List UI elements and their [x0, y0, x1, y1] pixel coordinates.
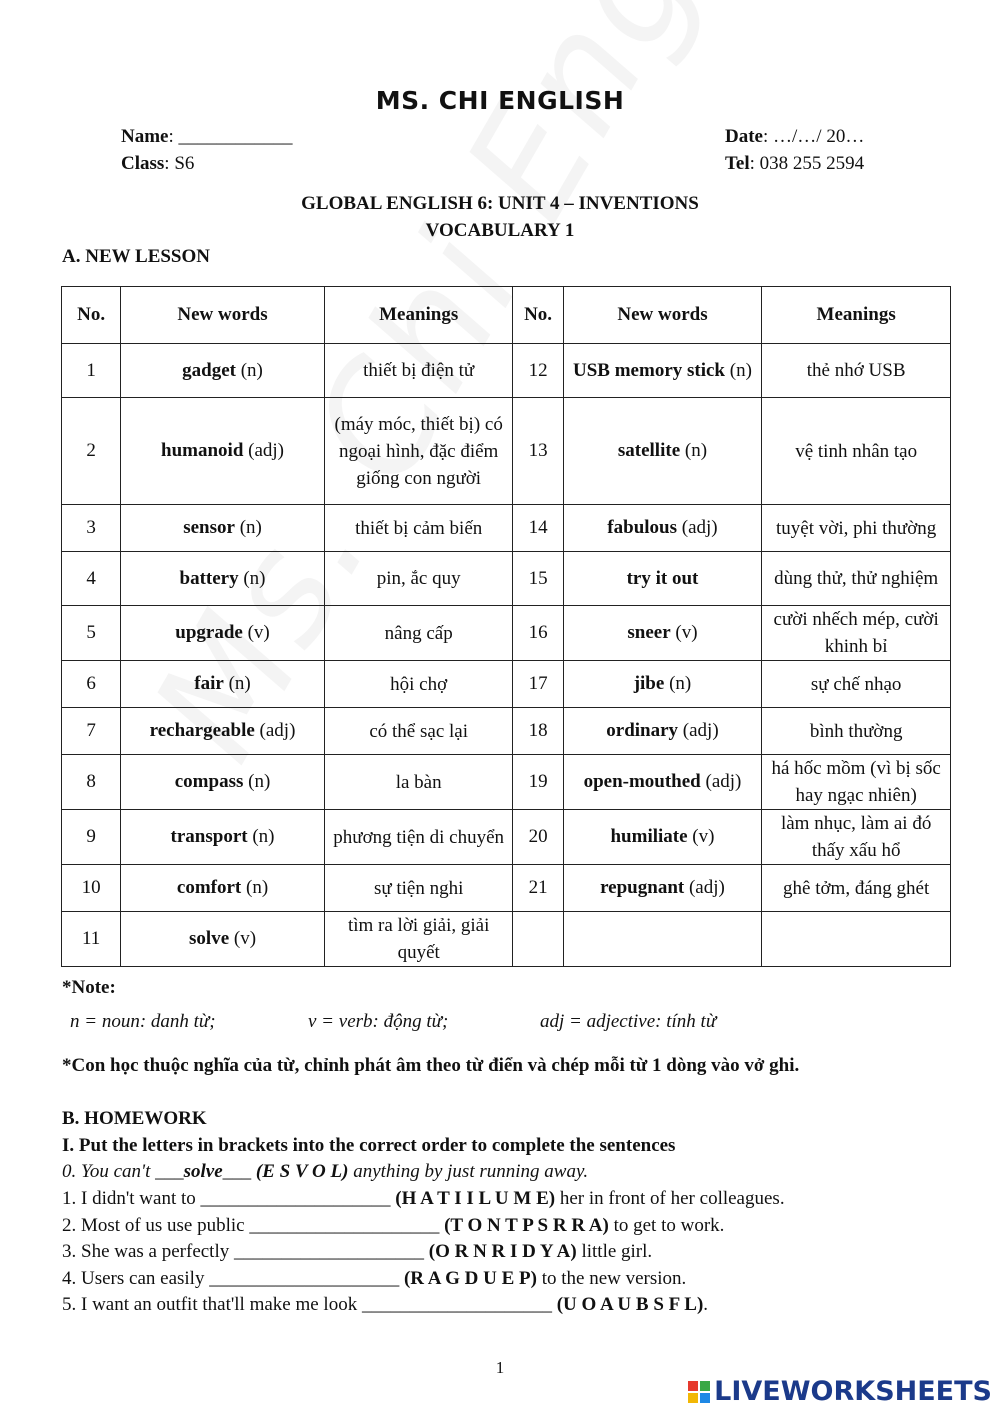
new-word: try it out — [563, 552, 762, 606]
note-verb: v = verb: động từ; — [308, 1011, 449, 1032]
new-word: transport (n) — [121, 810, 325, 865]
exercise-sentence: 5. I want an outfit that'll make me look ____________________ (U O A U B S F L). — [62, 1294, 709, 1315]
meaning: nâng cấp — [324, 606, 513, 661]
column-header: New words — [121, 287, 325, 344]
table-header-row — [62, 287, 951, 344]
meaning: có thể sạc lại — [324, 708, 513, 755]
new-word: solve (v) — [121, 912, 325, 967]
table-row — [62, 606, 951, 661]
page-title: MS. CHI ENGLISH — [375, 86, 625, 115]
row-number: 3 — [62, 505, 121, 552]
table-row — [62, 398, 951, 505]
meaning: hội chợ — [324, 661, 513, 708]
meaning: sự chế nhạo — [762, 661, 951, 708]
row-number: 21 — [513, 865, 563, 912]
page-number: 1 — [495, 1358, 505, 1377]
note-adjective: adj = adjective: tính từ — [540, 1011, 717, 1032]
row-number: 17 — [513, 661, 563, 708]
meaning: phương tiện di chuyển — [324, 810, 513, 865]
new-word: open-mouthed (adj) — [563, 755, 762, 810]
class-field: Class: S6 — [121, 153, 195, 174]
new-word: upgrade (v) — [121, 606, 325, 661]
meaning: pin, ắc quy — [324, 552, 513, 606]
meaning: thiết bị điện tử — [324, 344, 513, 398]
row-number: 12 — [513, 344, 563, 398]
unit-title: GLOBAL ENGLISH 6: UNIT 4 – INVENTIONS — [301, 193, 699, 214]
new-word: sneer (v) — [563, 606, 762, 661]
row-number — [513, 912, 563, 967]
row-number: 7 — [62, 708, 121, 755]
date-field: Date: …/…/ 20… — [725, 126, 865, 147]
row-number: 15 — [513, 552, 563, 606]
vocabulary-subtitle: VOCABULARY 1 — [425, 220, 575, 241]
vocabulary-table — [61, 286, 951, 967]
column-header: Meanings — [324, 287, 513, 344]
row-number: 16 — [513, 606, 563, 661]
table-row — [62, 810, 951, 865]
row-number: 10 — [62, 865, 121, 912]
exercise-sentence: 2. Most of us use public ____________________ (T O N T P S R R A) to get to work. — [62, 1214, 725, 1236]
meaning — [762, 912, 951, 967]
meaning: cười nhếch mép, cười khinh bỉ — [762, 606, 951, 661]
exercise-sentence: 3. She was a perfectly ____________________ (O R N R I D Y A) little girl. — [62, 1241, 653, 1262]
column-header: No. — [62, 287, 121, 344]
row-number: 9 — [62, 810, 121, 865]
row-number: 5 — [62, 606, 121, 661]
section-b-heading: B. HOMEWORK — [62, 1108, 207, 1129]
table-row — [62, 708, 951, 755]
row-number: 8 — [62, 755, 121, 810]
column-header: Meanings — [762, 287, 951, 344]
new-word: sensor (n) — [121, 505, 325, 552]
table-row — [62, 552, 951, 606]
section-a-heading: A. NEW LESSON — [62, 246, 211, 267]
new-word: satellite (n) — [563, 398, 762, 505]
new-word: fair (n) — [121, 661, 325, 708]
new-word: comfort (n) — [121, 865, 325, 912]
new-word: battery (n) — [121, 552, 325, 606]
liveworksheets-brand: LIVEWORKSHEETS — [688, 1376, 992, 1407]
new-word: fabulous (adj) — [563, 505, 762, 552]
row-number: 2 — [62, 398, 121, 505]
column-header: New words — [563, 287, 762, 344]
meaning: há hốc mồm (vì bị sốc hay ngạc nhiên) — [762, 755, 951, 810]
meaning: thẻ nhớ USB — [762, 344, 951, 398]
new-word — [563, 912, 762, 967]
meaning: la bàn — [324, 755, 513, 810]
meaning: làm nhục, làm ai đó thấy xấu hổ — [762, 810, 951, 865]
new-word: USB memory stick (n) — [563, 344, 762, 398]
meaning: tìm ra lời giải, giải quyết — [324, 912, 513, 967]
example-sentence: 0. You can't ___solve___ (E S V O L) anything by just running away. — [62, 1161, 589, 1182]
table-row — [62, 505, 951, 552]
row-number: 18 — [513, 708, 563, 755]
new-word: repugnant (adj) — [563, 865, 762, 912]
table-row — [62, 661, 951, 708]
row-number: 19 — [513, 755, 563, 810]
table-row — [62, 912, 951, 967]
meaning: dùng thử, thử nghiệm — [762, 552, 951, 606]
note-noun: n = noun: danh từ; — [70, 1011, 216, 1032]
meaning: bình thường — [762, 708, 951, 755]
meaning: sự tiện nghi — [324, 865, 513, 912]
liveworksheets-logo-icon — [688, 1381, 710, 1403]
exercise-sentence: 4. Users can easily ____________________ (R A G D U E P) to the new version. — [62, 1267, 687, 1289]
tel-field: Tel: 038 255 2594 — [725, 153, 865, 174]
meaning: vệ tinh nhân tạo — [762, 398, 951, 505]
column-header: No. — [513, 287, 563, 344]
meaning: thiết bị cảm biến — [324, 505, 513, 552]
row-number: 14 — [513, 505, 563, 552]
new-word: compass (n) — [121, 755, 325, 810]
table-row — [62, 755, 951, 810]
table-row — [62, 344, 951, 398]
row-number: 6 — [62, 661, 121, 708]
row-number: 13 — [513, 398, 563, 505]
meaning: tuyệt vời, phi thường — [762, 505, 951, 552]
table-row — [62, 865, 951, 912]
new-word: humiliate (v) — [563, 810, 762, 865]
new-word: ordinary (adj) — [563, 708, 762, 755]
meaning: ghê tởm, đáng ghét — [762, 865, 951, 912]
new-word: jibe (n) — [563, 661, 762, 708]
new-word: humanoid (adj) — [121, 398, 325, 505]
new-word: rechargeable (adj) — [121, 708, 325, 755]
row-number: 20 — [513, 810, 563, 865]
exercise-sentence: 1. I didn't want to ____________________ (H A T I I L U M E) her in front of her colleagues. — [62, 1188, 785, 1209]
exercise-instruction: I. Put the letters in brackets into the correct order to complete the sentences — [62, 1135, 676, 1156]
row-number: 1 — [62, 344, 121, 398]
study-instruction: *Con học thuộc nghĩa của từ, chỉnh phát âm theo từ điển và chép mỗi từ 1 dòng vào vở ghi. — [62, 1055, 800, 1076]
name-field: Name: ____________ — [121, 126, 293, 147]
row-number: 4 — [62, 552, 121, 606]
row-number: 11 — [62, 912, 121, 967]
new-word: gadget (n) — [121, 344, 325, 398]
note-heading: *Note: — [62, 977, 116, 998]
meaning: (máy móc, thiết bị) có ngoại hình, đặc điểm giống con người — [324, 398, 513, 505]
